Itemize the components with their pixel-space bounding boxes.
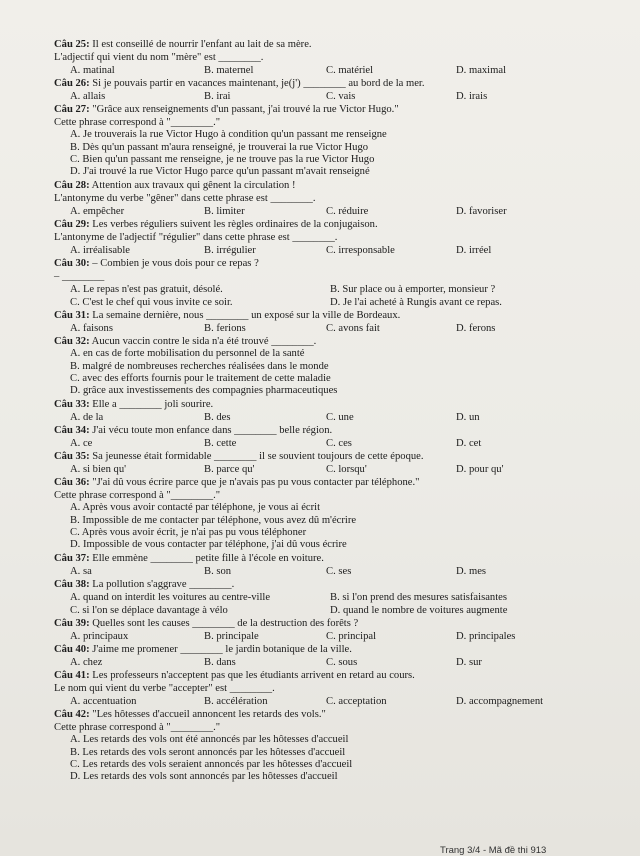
- question-text: "J'ai dû vous écrire parce que je n'avais pas pu vous contacter par téléphone.": [89, 477, 420, 488]
- answer-option[interactable]: D. Impossible de vous contacter par téléphone, j'ai dû vous écrire: [70, 539, 347, 551]
- answer-option[interactable]: B. principale: [204, 630, 259, 642]
- question-title: [54, 552, 624, 565]
- answer-option[interactable]: A. Les retards des vols ont été annoncés par les hôtesses d'accueil: [70, 734, 349, 746]
- question-text: Si je pouvais partir en vacances maintenant, je(j') ________ au bord de la mer.: [89, 78, 425, 90]
- question-text: – Combien je vous dois pour ce repas ?: [89, 258, 259, 270]
- question-title: [54, 669, 624, 682]
- question-text: Aucun vaccin contre le sida n'a été trouvé ________.: [89, 336, 317, 348]
- question-title: [54, 218, 624, 231]
- question-number: Câu 33:: [54, 398, 90, 410]
- answer-option[interactable]: B. Dès qu'un passant m'aura renseigné, je trouverai la rue Victor Hugo: [70, 141, 369, 153]
- question-text: "Grâce aux renseignements d'un passant, j'ai trouvé la rue Victor Hugo.": [89, 104, 399, 116]
- question-prompt: Cette phrase correspond à "________.": [54, 490, 221, 502]
- answer-option[interactable]: C. ses: [326, 565, 352, 577]
- question: [54, 77, 624, 103]
- question: [54, 335, 624, 398]
- question-number: Câu 32:: [54, 336, 90, 348]
- question-text: Les verbes réguliers suivent les règles ordinaires de la conjugaison.: [89, 218, 378, 230]
- answer-option[interactable]: C. si l'on se déplace davantage à vélo: [70, 604, 228, 616]
- question-number: Câu 40:: [54, 643, 90, 655]
- question-title: [54, 77, 624, 90]
- answer-option[interactable]: D. accompagnement: [456, 696, 544, 707]
- question-title: [54, 309, 624, 322]
- question-text: Elle a ________ joli sourire.: [89, 398, 214, 410]
- question-title: [54, 578, 624, 591]
- answer-option[interactable]: B. Les retards des vols seront annoncés par les hôtesses d'accueil: [70, 746, 346, 758]
- answer-options: [54, 695, 624, 708]
- answer-options: [54, 437, 624, 450]
- answer-options: [54, 591, 624, 604]
- answer-option[interactable]: D. maximal: [456, 65, 507, 77]
- question: [54, 552, 624, 578]
- answer-option[interactable]: A. Après vous avoir contacté par téléphone, je vous ai écrit: [70, 502, 321, 514]
- question: [54, 476, 624, 552]
- answer-option[interactable]: B. Sur place ou à emporter, monsieur ?: [330, 284, 496, 296]
- answer-option[interactable]: D. irréel: [456, 245, 492, 257]
- answer-option[interactable]: A. quand on interdit les voitures au centre-ville: [70, 591, 271, 603]
- answer-options: [54, 129, 624, 179]
- question-number: Câu 37:: [54, 552, 90, 564]
- answer-options: [54, 411, 624, 424]
- question-title: [54, 424, 624, 437]
- answer-option[interactable]: D. quand le nombre de voitures augmente: [330, 604, 508, 616]
- question: [54, 257, 624, 309]
- question: [54, 708, 624, 784]
- question-title: [54, 450, 624, 463]
- answer-option[interactable]: A. principaux: [70, 630, 129, 642]
- question-prompt: Cette phrase correspond à "________.": [54, 117, 221, 129]
- question-text: "Les hôtesses d'accueil annoncent les retards des vols.": [89, 709, 326, 720]
- question-title: [54, 257, 624, 270]
- answer-options: [54, 283, 624, 296]
- question: [54, 578, 624, 617]
- answer-option[interactable]: B. Impossible de me contacter par téléphone, vous avez dû m'écrire: [70, 514, 357, 526]
- answer-option[interactable]: D. mes: [456, 565, 487, 577]
- question-title: [54, 179, 624, 192]
- answer-option[interactable]: C. ces: [326, 437, 352, 449]
- answer-option[interactable]: B. son: [204, 565, 232, 577]
- answer-option[interactable]: A. matinal: [70, 65, 115, 77]
- answer-options: [54, 244, 624, 257]
- answer-option[interactable]: D. pour qu': [456, 464, 504, 475]
- answer-option[interactable]: B. si l'on prend des mesures satisfaisantes: [330, 591, 507, 603]
- answer-option[interactable]: A. ce: [70, 437, 93, 449]
- question-title: [54, 103, 624, 116]
- question-title: [54, 476, 624, 489]
- question-number: Câu 42:: [54, 709, 90, 720]
- question: [54, 450, 624, 476]
- answer-option[interactable]: A. Le repas n'est pas gratuit, désolé.: [70, 284, 223, 296]
- answer-option[interactable]: C. Bien qu'un passant me renseigne, je ne trouve pas la rue Victor Hugo: [70, 154, 375, 166]
- answer-options: [54, 90, 624, 103]
- question-number: Câu 38:: [54, 578, 90, 590]
- answer-option[interactable]: D. grâce aux investissements des compagnies pharmaceutiques: [70, 385, 338, 397]
- question-prompt: L'antonyme du verbe "gêner" dans cette phrase est ________.: [54, 192, 316, 204]
- answer-option[interactable]: B. des: [204, 411, 231, 423]
- answer-option[interactable]: B. irai: [204, 91, 231, 103]
- question-number: Câu 41:: [54, 669, 90, 681]
- answer-option[interactable]: C. irresponsable: [326, 245, 395, 257]
- answer-option[interactable]: C. une: [326, 411, 354, 423]
- answer-option[interactable]: A. allais: [70, 91, 106, 103]
- answer-option[interactable]: A. chez: [70, 656, 103, 668]
- answer-option[interactable]: D. principales: [456, 630, 516, 642]
- question: [54, 424, 624, 450]
- answer-options: [54, 296, 624, 309]
- question-title: [54, 398, 624, 411]
- answer-option[interactable]: D. un: [456, 411, 480, 423]
- answer-option[interactable]: A. en cas de forte mobilisation du personnel de la santé: [70, 348, 305, 360]
- answer-options: [54, 205, 624, 218]
- answer-option[interactable]: C. principal: [326, 630, 377, 642]
- answer-option[interactable]: B. accélération: [204, 696, 268, 707]
- question-prompt: – ________: [54, 271, 105, 283]
- answer-options: [54, 604, 624, 617]
- answer-options: [54, 463, 624, 476]
- answer-option[interactable]: C. avons fait: [326, 323, 380, 335]
- question: [54, 309, 624, 335]
- answer-option[interactable]: B. parce qu': [204, 464, 255, 475]
- answer-options: [54, 348, 624, 398]
- answer-option[interactable]: A. si bien qu': [70, 464, 127, 475]
- question-text: La semaine dernière, nous ________ un exposé sur la ville de Bordeaux.: [89, 310, 401, 322]
- answer-options: [54, 502, 624, 552]
- answer-option[interactable]: D. sur: [456, 656, 482, 668]
- answer-option[interactable]: C. matériel: [326, 65, 374, 77]
- question-number: Câu 28:: [54, 179, 90, 191]
- question-text: Il est conseillé de nourrir l'enfant au lait de sa mère.: [89, 39, 312, 50]
- answer-option[interactable]: A. accentuation: [70, 696, 137, 707]
- question-title: [54, 335, 624, 348]
- question-text: Les professeurs n'acceptent pas que les étudiants arrivent en retard au cours.: [89, 669, 415, 681]
- answer-option[interactable]: B. cette: [204, 437, 237, 449]
- answer-option[interactable]: B. dans: [204, 656, 236, 668]
- question-number: Câu 34:: [54, 424, 90, 436]
- question-prompt: Le nom qui vient du verbe "accepter" est ________.: [54, 682, 275, 694]
- question-prompt: L'antonyme de l'adjectif "régulier" dans cette phrase est ________.: [54, 232, 338, 243]
- answer-option[interactable]: C. C'est le chef qui vous invite ce soir.: [70, 297, 233, 309]
- question-number: Câu 26:: [54, 78, 90, 90]
- question-title: [54, 643, 624, 656]
- answer-option[interactable]: B. malgré de nombreuses recherches réalisées dans le monde: [70, 360, 329, 372]
- question: [54, 218, 624, 257]
- answer-option[interactable]: C. Les retards des vols seraient annoncés par les hôtesses d'accueil: [70, 758, 353, 770]
- question: [54, 38, 624, 77]
- question-number: Câu 39:: [54, 617, 90, 629]
- answer-option[interactable]: D. cet: [456, 437, 482, 449]
- answer-options: [54, 656, 624, 669]
- question: [54, 643, 624, 669]
- question-prompt: Cette phrase correspond à "________.": [54, 722, 221, 734]
- answer-option[interactable]: C. réduire: [326, 205, 369, 217]
- question-prompt: L'adjectif qui vient du nom "mère" est ________.: [54, 52, 264, 64]
- question-text: J'aime me promener ________ le jardin botanique de la ville.: [89, 643, 352, 655]
- answer-options: [54, 565, 624, 578]
- answer-option[interactable]: D. J'ai trouvé la rue Victor Hugo parce qu'un passant m'avait renseigné: [70, 166, 370, 178]
- question-title: [54, 617, 624, 630]
- answer-option[interactable]: C. vais: [326, 91, 356, 103]
- answer-option[interactable]: C. Après vous avoir écrit, je n'ai pas pu vous téléphoner: [70, 526, 307, 538]
- question-number: Câu 27:: [54, 104, 90, 116]
- question-number: Câu 25:: [54, 39, 90, 50]
- answer-option[interactable]: A. Je trouverais la rue Victor Hugo à condition qu'un passant me renseigne: [70, 129, 387, 141]
- answer-option[interactable]: C. sous: [326, 656, 358, 668]
- question: [54, 617, 624, 643]
- answer-option[interactable]: C. acceptation: [326, 696, 387, 707]
- answer-option[interactable]: B. irrégulier: [204, 245, 256, 257]
- answer-option[interactable]: D. Je l'ai acheté à Rungis avant ce repas.: [330, 297, 502, 309]
- question-number: Câu 35:: [54, 450, 90, 462]
- answer-option[interactable]: D. favoriser: [456, 205, 507, 217]
- answer-option[interactable]: D. irais: [456, 91, 488, 103]
- answer-option[interactable]: C. avec des efforts fournis pour le traitement de cette maladie: [70, 373, 331, 385]
- question-number: Câu 36:: [54, 477, 90, 488]
- question-text: J'ai vécu toute mon enfance dans ________ belle région.: [89, 424, 333, 436]
- answer-options: [54, 322, 624, 335]
- question-title: [54, 38, 624, 51]
- question: [54, 179, 624, 218]
- question-text: Elle emmène ________ petite fille à l'école en voiture.: [89, 552, 324, 564]
- answer-option[interactable]: B. ferions: [204, 323, 246, 335]
- question: [54, 103, 624, 179]
- question-number: Câu 30:: [54, 258, 90, 270]
- answer-options: [54, 64, 624, 77]
- answer-option[interactable]: A. faisons: [70, 323, 113, 335]
- question-text: Sa jeunesse était formidable ________ il se souvient toujours de cette époque.: [89, 450, 424, 462]
- answer-option[interactable]: D. ferons: [456, 323, 496, 335]
- question-title: [54, 708, 624, 721]
- answer-options: [54, 734, 624, 784]
- answer-option[interactable]: A. irréalisable: [70, 245, 131, 257]
- answer-option[interactable]: A. de la: [70, 411, 104, 423]
- question-number: Câu 31:: [54, 310, 90, 322]
- answer-option[interactable]: B. limiter: [204, 205, 245, 217]
- question: [54, 669, 624, 708]
- question-text: Attention aux travaux qui gênent la circulation !: [89, 179, 296, 191]
- answer-option[interactable]: B. maternel: [204, 65, 254, 77]
- page-footer: Trang 3/4 - Mã đề thi 913: [440, 845, 547, 856]
- question-number: Câu 29:: [54, 218, 90, 230]
- question-text: La pollution s'aggrave ________.: [89, 578, 235, 590]
- question: [54, 398, 624, 424]
- answer-options: [54, 630, 624, 643]
- answer-option[interactable]: A. empêcher: [70, 205, 125, 217]
- answer-option[interactable]: D. Les retards des vols sont annoncés par les hôtesses d'accueil: [70, 771, 338, 783]
- question-list: [54, 38, 624, 784]
- question-text: Quelles sont les causes ________ de la destruction des forêts ?: [89, 617, 359, 629]
- answer-option[interactable]: A. sa: [70, 565, 92, 577]
- answer-option[interactable]: C. lorsqu': [326, 464, 367, 475]
